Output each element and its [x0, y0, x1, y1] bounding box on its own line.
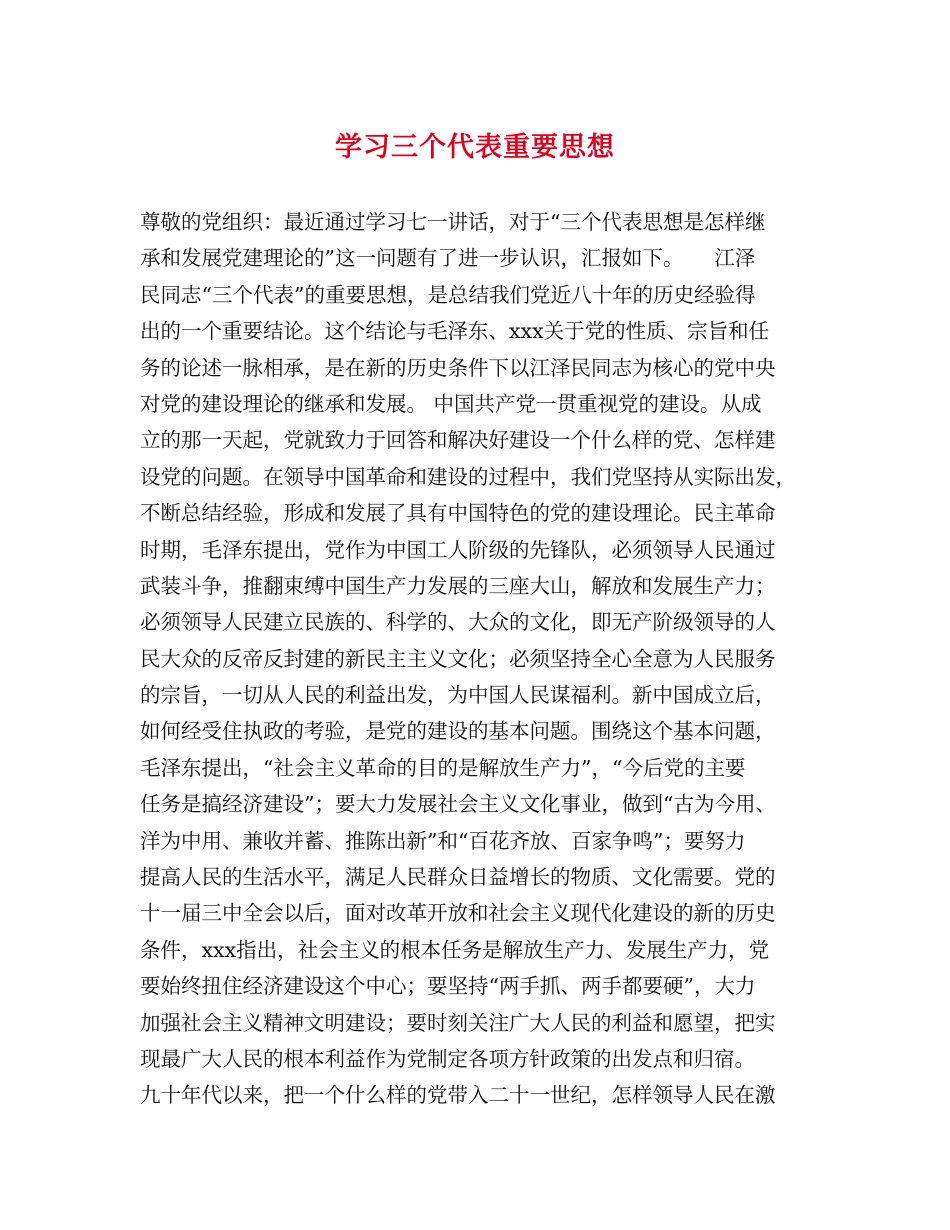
body-line: 出的一个重要结论。这个结论与毛泽东、xxx关于党的性质、宗旨和任	[140, 319, 770, 344]
body-line: 如何经受住执政的考验，是党的建设的基本问题。围绕这个基本问题，	[140, 719, 776, 744]
body-line: 武装斗争，推翻束缚中国生产力发展的三座大山，解放和发展生产力；	[140, 573, 776, 598]
body-line: 民同志“三个代表”的重要思想，是总结我们党近八十年的历史经验得	[140, 282, 756, 307]
body-line: 十一届三中全会以后，面对改革开放和社会主义现代化建设的新的历史	[140, 901, 776, 926]
body-line: 设党的问题。在领导中国革命和建设的过程中，我们党坚持从实际出发，	[140, 464, 796, 489]
body-line: 对党的建设理论的继承和发展。 中国共产党一贯重视党的建设。从成	[140, 391, 762, 416]
body-line: 条件，xxx指出，社会主义的根本任务是解放生产力、发展生产力，党	[140, 937, 770, 962]
body-line: 提高人民的生活水平，满足人民群众日益增长的物质、文化需要。党的	[140, 865, 776, 890]
body-line: 加强社会主义精神文明建设；要时刻关注广大人民的利益和愿望，把实	[140, 1010, 776, 1035]
body-line: 洋为中用、兼收并蓄、推陈出新”和“百花齐放、百家争鸣”；要努力	[140, 828, 746, 853]
document-body	[140, 204, 840, 1114]
body-line: 务的论述一脉相承，是在新的历史条件下以江泽民同志为核心的党中央	[140, 355, 776, 380]
body-line: 九十年代以来，把一个什么样的党带入二十一世纪，怎样领导人民在激	[140, 1083, 776, 1108]
body-line: 立的那一天起，党就致力于回答和解决好建设一个什么样的党、怎样建	[140, 428, 776, 453]
body-line: 任务是搞经济建设”；要大力发展社会主义文化事业，做到“古为今用、	[140, 792, 776, 817]
body-line: 时期，毛泽东提出，党作为中国工人阶级的先锋队，必须领导人民通过	[140, 537, 776, 562]
body-line: 必须领导人民建立民族的、科学的、大众的文化，即无产阶级领导的人	[140, 610, 776, 635]
body-line: 毛泽东提出，“社会主义革命的目的是解放生产力”，“今后党的主要	[140, 755, 746, 780]
body-line: 尊敬的党组织：最近通过学习七一讲话，对于“三个代表思想是怎样继	[140, 210, 766, 234]
body-line: 承和发展党建理论的”这一问题有了进一步认识，汇报如下。 江泽	[140, 246, 756, 271]
body-line: 民大众的反帝反封建的新民主主义文化；必须坚持全心全意为人民服务	[140, 646, 776, 671]
body-line: 要始终扭住经济建设这个中心；要坚持“两手抓、两手都要硬”，大力	[140, 974, 756, 999]
body-line: 现最广大人民的根本利益作为党制定各项方针政策的出发点和归宿。	[140, 1046, 755, 1071]
document-title: 学习三个代表重要思想	[335, 132, 615, 163]
body-line: 不断总结经验，形成和发展了具有中国特色的党的建设理论。民主革命	[140, 501, 776, 526]
body-line: 的宗旨，一切从人民的利益出发，为中国人民谋福利。新中国成立后，	[140, 683, 776, 708]
